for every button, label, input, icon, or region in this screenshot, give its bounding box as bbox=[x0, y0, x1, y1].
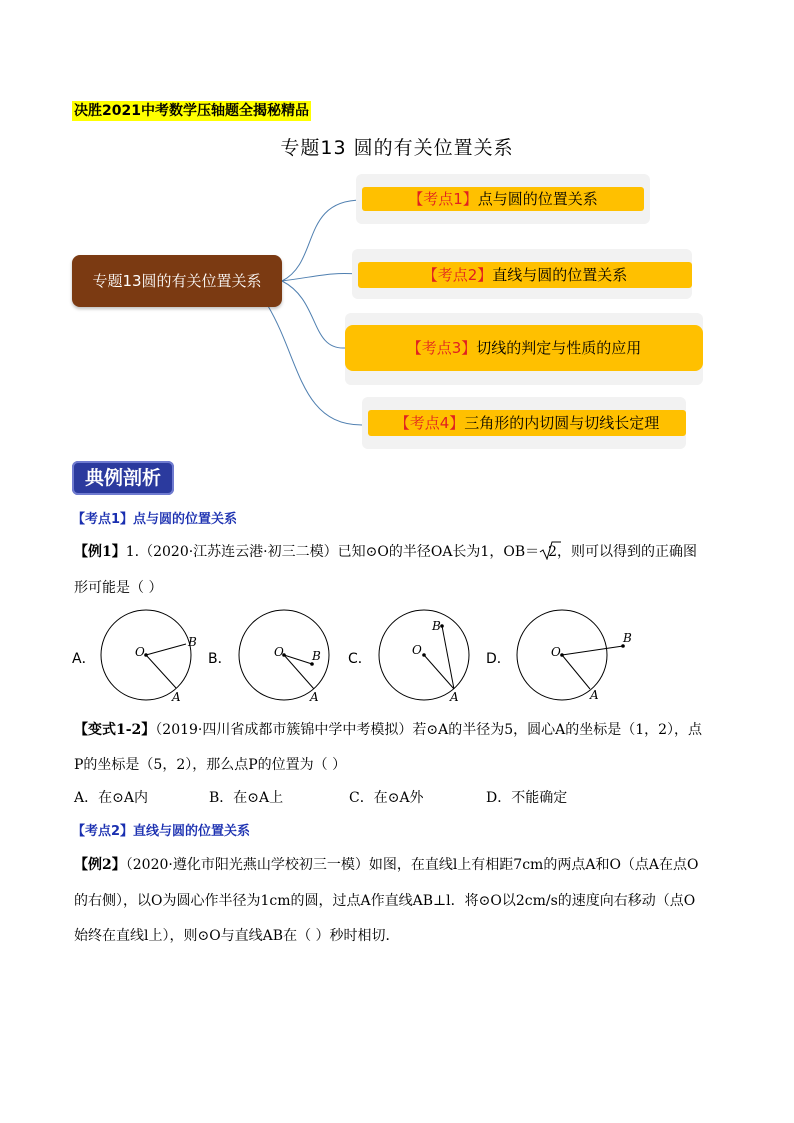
variant-option-c: C．在⊙A外 bbox=[349, 790, 424, 806]
node-tag: 【考点4】 bbox=[394, 414, 465, 432]
label-o: O bbox=[551, 645, 561, 659]
section-badge: 典例剖析 bbox=[72, 461, 174, 495]
label-b: B bbox=[432, 619, 441, 633]
label-a: A bbox=[450, 690, 459, 704]
label-a: A bbox=[310, 690, 319, 704]
option-d-letter: D． bbox=[486, 651, 511, 667]
variant-1-2-text: （2019·四川省成都市簇锦中学中考模拟）若⊙A的半径为5，圆心A的坐标是（1，2），点 bbox=[155, 722, 703, 738]
mindmap-node-2-frame bbox=[352, 249, 692, 299]
mindmap-node-3-frame bbox=[345, 313, 703, 385]
page-title: 专题13 圆的有关位置关系 bbox=[280, 137, 514, 159]
mindmap-node-4 bbox=[368, 410, 686, 436]
example-2-line1 bbox=[74, 855, 744, 875]
example-label: 【例1】 bbox=[74, 544, 126, 560]
mindmap-connectors bbox=[0, 0, 794, 460]
option-d-figure bbox=[512, 606, 642, 706]
label-o: O bbox=[274, 645, 284, 659]
option-a-figure bbox=[100, 606, 210, 706]
series-banner: 决胜2021中考数学压轴题全揭秘精品 bbox=[74, 103, 309, 119]
variant-1-2-line2: P的坐标是（5，2），那么点P的位置为（ ） bbox=[74, 757, 347, 773]
variant-label: 【变式1-2】 bbox=[74, 722, 156, 738]
mindmap-node-3 bbox=[345, 325, 703, 371]
sqrt-radicand: 2 bbox=[548, 544, 558, 560]
example-1-line1: 1.（2020·江苏连云港·初三二模）已知⊙O的半径OA长为1，OB＝ bbox=[125, 544, 540, 560]
example-2-line2: 的右侧），以O为圆心作半径为1cm的圆，过点A作直线AB⊥l．将⊙O以2cm/s的速度向右移动（点O bbox=[74, 893, 696, 909]
option-c-figure bbox=[374, 606, 478, 706]
kp1-heading: 【考点1】点与圆的位置关系 bbox=[72, 512, 238, 527]
variant-option-a: A．在⊙A内 bbox=[74, 790, 148, 806]
node-text: 直线与圆的位置关系 bbox=[492, 266, 628, 284]
option-c-letter: C． bbox=[348, 651, 372, 667]
label-o: O bbox=[412, 643, 422, 657]
label-b: B bbox=[188, 635, 197, 649]
example-label: 【例2】 bbox=[74, 857, 126, 873]
variant-option-d: D．不能确定 bbox=[486, 790, 568, 806]
node-text: 三角形的内切圆与切线长定理 bbox=[464, 414, 660, 432]
mindmap-node-1 bbox=[362, 187, 644, 211]
node-tag: 【考点3】 bbox=[406, 339, 477, 357]
example-2-text: （2020·遵化市阳光燕山学校初三一模）如图，在直线l上有相距7cm的两点A和O（点A在点O bbox=[125, 857, 699, 873]
label-b: B bbox=[312, 649, 321, 663]
label-a: A bbox=[172, 690, 181, 704]
mindmap-node-1-frame bbox=[356, 174, 650, 224]
kp2-heading: 【考点2】直线与圆的位置关系 bbox=[72, 824, 251, 839]
option-b-figure bbox=[236, 606, 336, 706]
variant-1-2-line1 bbox=[74, 720, 734, 740]
example-2-line3: 始终在直线l上），则⊙O与直线AB在（ ）秒时相切． bbox=[74, 928, 400, 944]
connector-3 bbox=[282, 281, 345, 348]
example-1-line2: 形可能是（ ） bbox=[74, 580, 163, 596]
connector-2 bbox=[282, 273, 358, 281]
option-a-letter: A． bbox=[72, 651, 96, 667]
node-tag: 【考点1】 bbox=[408, 190, 478, 208]
label-o: O bbox=[135, 645, 145, 659]
label-a: A bbox=[590, 688, 599, 702]
node-text: 点与圆的位置关系 bbox=[477, 190, 598, 208]
example-1-text bbox=[74, 542, 734, 562]
label-b: B bbox=[623, 631, 632, 645]
node-text: 切线的判定与性质的应用 bbox=[476, 339, 642, 357]
node-tag: 【考点2】 bbox=[422, 266, 493, 284]
mindmap-node-2 bbox=[358, 262, 692, 288]
example-1-line1-end: ，则可以得到的正确图 bbox=[557, 544, 698, 560]
connector-1 bbox=[282, 200, 362, 281]
variant-option-b: B．在⊙A上 bbox=[209, 790, 284, 806]
mindmap-node-4-frame bbox=[362, 397, 686, 449]
sqrt-expression bbox=[539, 542, 557, 562]
option-b-letter: B． bbox=[208, 651, 232, 667]
mindmap-center-node: 专题13圆的有关位置关系 bbox=[72, 255, 282, 307]
